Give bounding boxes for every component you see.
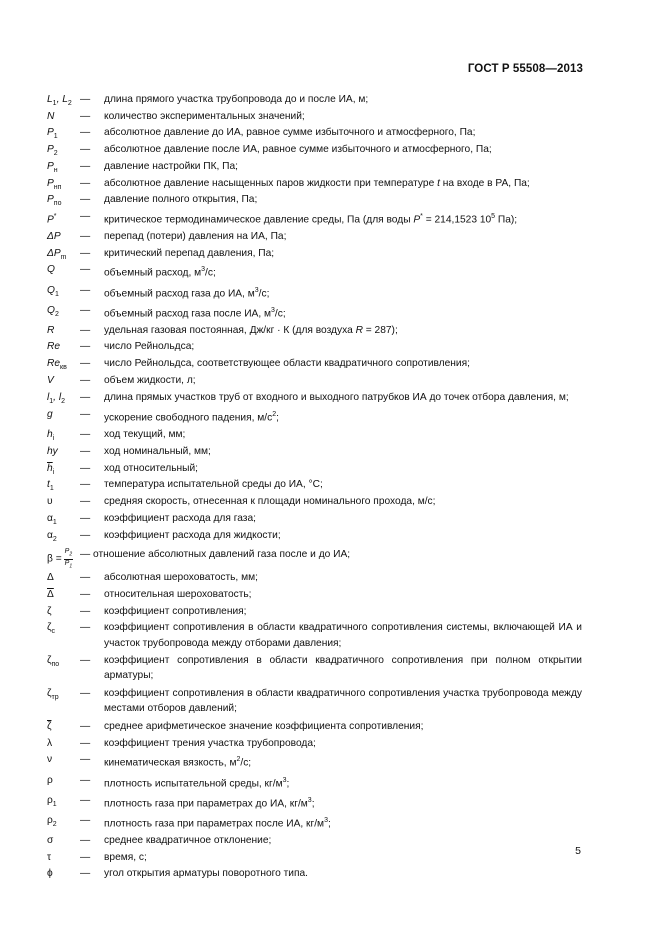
description: объемный расход газа после ИА, $м^3/с$;: [104, 306, 286, 319]
symbol: R: [47, 324, 55, 336]
dash: —: [80, 688, 91, 700]
description: угол открытия арматуры поворотного типа.: [104, 868, 308, 880]
dash: —: [80, 264, 91, 276]
dash: —: [80, 655, 91, 667]
list-item: [0, 339, 661, 354]
description: давление полного открытия, Па;: [104, 194, 258, 206]
dash: —: [80, 462, 91, 474]
list-item: [0, 620, 661, 650]
symbol: $t_1$: [47, 479, 54, 493]
fraction-denominator: $P_1$: [64, 559, 73, 570]
symbol: $P_2$: [47, 144, 58, 158]
description: абсолютная шероховатость, мм;: [104, 572, 258, 584]
description: объемный расход газа до ИА, $м^3/с$;: [104, 286, 270, 299]
dash: —: [80, 851, 91, 863]
dash: —: [80, 231, 91, 243]
description: плотность газа при параметрах после ИА, $кг/м^3$;: [104, 816, 331, 830]
list-item: [0, 92, 661, 107]
dash: —: [80, 177, 91, 189]
list-item: [0, 773, 661, 792]
symbol: λ: [47, 737, 53, 749]
symbol: σ: [47, 834, 54, 846]
description: абсолютное давление насыщенных паров жидкости при температуре t на входе в РА, Па;: [104, 177, 530, 189]
dash: —: [80, 774, 91, 786]
dash: —: [80, 160, 91, 172]
description: коэффициент трения участка трубопровода;: [104, 737, 316, 749]
list-item: [0, 813, 661, 832]
symbol: $Re_{кв}$: [47, 358, 67, 372]
description: коэффициент сопротивления в области квадратичного сопротивления системы, включающей ИА и участок трубопровода между отборами давления;: [104, 622, 582, 649]
symbol: ΔP: [47, 231, 61, 243]
symbol: $\overline{\zeta}$: [47, 721, 52, 733]
description: ход относительный;: [104, 462, 198, 474]
dash: —: [80, 496, 91, 508]
description: ускорение свободного падения, $м/с^2$;: [104, 411, 279, 424]
list-item: [0, 262, 661, 281]
list-item: [0, 209, 661, 228]
description: абсолютное давление после ИА, равное сумме избыточного и атмосферного, Па;: [104, 144, 492, 156]
description: — отношение абсолютных давлений газа после и до ИА;: [80, 549, 351, 561]
description: ход номинальный, мм;: [104, 446, 211, 458]
dash: —: [80, 284, 91, 296]
symbol: Δ: [47, 572, 54, 584]
dash: —: [80, 194, 91, 206]
dash: —: [80, 814, 91, 826]
symbols-list: [0, 92, 661, 883]
symbol: $P_1$: [47, 127, 58, 141]
list-item: [0, 511, 661, 526]
symbol: ν: [47, 754, 53, 766]
symbol: g: [47, 409, 53, 421]
dash: —: [80, 794, 91, 806]
list-item: [0, 528, 661, 543]
list-item: [0, 229, 661, 244]
document-header: ГОСТ Р 55508—2013: [467, 63, 583, 75]
dash: —: [80, 572, 91, 584]
dash: —: [80, 210, 91, 222]
dash: —: [80, 144, 91, 156]
symbol: $\zeta_{по}$: [47, 655, 60, 669]
dash: —: [80, 409, 91, 421]
list-item: [0, 570, 661, 585]
symbol: $\zeta_c$: [47, 622, 55, 636]
symbol: Re: [47, 341, 61, 353]
list-item: [0, 444, 661, 459]
list-item: [0, 752, 661, 771]
description: объем жидкости, л;: [104, 374, 196, 386]
symbol: $h_i$: [47, 429, 55, 443]
description: относительная шероховатость;: [104, 588, 252, 600]
description: коэффициент расхода для жидкости;: [104, 529, 281, 541]
dash: —: [80, 324, 91, 336]
description: ход текущий, мм;: [104, 429, 186, 441]
description: коэффициент сопротивления;: [104, 605, 247, 617]
list-item: [0, 461, 661, 476]
list-item: [0, 427, 661, 442]
dash: —: [80, 94, 91, 105]
list-item: [0, 373, 661, 388]
symbol: υ: [47, 496, 53, 508]
description: коэффициент сопротивления в области квадратичного сопротивления участка трубопровода между местами отборов давлений;: [104, 688, 582, 715]
description: давление настройки ПК, Па;: [104, 160, 238, 172]
list-item: [0, 719, 661, 734]
list-item: [0, 390, 661, 405]
dash: —: [80, 754, 91, 766]
dash: —: [80, 429, 91, 441]
symbol: $\zeta_{тр}$: [47, 688, 59, 702]
symbol: τ: [47, 851, 52, 863]
list-item: [0, 109, 661, 124]
description: абсолютное давление до ИА, равное сумме избыточного и атмосферного, Па;: [104, 127, 476, 139]
beta-definition: [0, 544, 661, 568]
list-item: [0, 850, 661, 865]
symbol: V: [47, 374, 54, 386]
dash: —: [80, 868, 91, 880]
description: длина прямых участков труб от входного и выходного патрубков ИА до точек отбора давления, м;: [104, 391, 569, 403]
list-item: [0, 686, 661, 716]
list-item: [0, 833, 661, 848]
description: число Рейнольдса, соответствующее области квадратичного сопротивления;: [104, 358, 470, 370]
dash: —: [80, 479, 91, 491]
description: среднее квадратичное отклонение;: [104, 834, 272, 846]
list-item: [0, 653, 661, 683]
symbol: $P_н$: [47, 160, 58, 174]
dash: —: [80, 588, 91, 600]
description: плотность газа при параметрах до ИА, $кг/м^3$;: [104, 796, 315, 810]
symbol: N: [47, 110, 55, 122]
description: температура испытательной среды до ИА, °С;: [104, 479, 323, 491]
symbol: $\overline{h}_i$: [47, 462, 55, 476]
dash: —: [80, 512, 91, 524]
list-item: [0, 356, 661, 371]
list-item: [0, 176, 661, 191]
list-item: [0, 283, 661, 302]
list-item: [0, 142, 661, 157]
symbol: ρ: [47, 774, 53, 786]
fraction-numerator: $P_2$: [64, 548, 73, 558]
list-item: [0, 246, 661, 261]
symbol: $\rho_2$: [47, 814, 57, 828]
dash: —: [80, 110, 91, 122]
dash: —: [80, 374, 91, 386]
dash: —: [80, 358, 91, 370]
description: удельная газовая постоянная, Дж/кг · К (для воздуха R = 287);: [104, 324, 398, 336]
symbol: $L_1$, $L_2$: [47, 94, 72, 108]
dash: —: [80, 304, 91, 316]
list-item: [0, 793, 661, 812]
dash: —: [80, 737, 91, 749]
description: длина прямого участка трубопровода до и после ИА, м;: [104, 94, 369, 105]
list-item: [0, 587, 661, 602]
description: среднее арифметическое значение коэффициента сопротивления;: [104, 721, 424, 733]
dash: —: [80, 391, 91, 403]
description: число Рейнольдса;: [104, 341, 195, 353]
list-item: [0, 323, 661, 338]
description: объемный расход, $м^3/с$;: [104, 266, 216, 279]
description: кинематическая вязкость, $м^2/с$;: [104, 756, 252, 769]
symbol: ϕ: [47, 868, 53, 880]
symbol: $\rho_1$: [47, 794, 57, 808]
list-item: [0, 736, 661, 751]
description: плотность испытательной среды, $кг/м^3$;: [104, 776, 290, 789]
beta-formula: β = $\frac{P_2}{P_1}$: [47, 548, 73, 570]
symbol: $\alpha_1$: [47, 512, 57, 526]
symbol: $Q_2$: [47, 304, 59, 318]
symbol: $\alpha_2$: [47, 529, 57, 543]
dash: —: [80, 446, 91, 458]
list-item: [0, 604, 661, 619]
page-number: 5: [575, 845, 581, 857]
description: средняя скорость, отнесенная к площади номинального прохода, м/с;: [104, 496, 436, 508]
symbol: $l_1$, $l_2$: [47, 391, 66, 405]
description: коэффициент сопротивления в области квадратичного сопротивления при полном открытии арматуры;: [104, 655, 582, 682]
description: критическое термодинамическое давление среды, Па (для воды P* = 214,1523 $10^5$ Па);: [104, 212, 518, 226]
list-item: [0, 159, 661, 174]
list-item: [0, 125, 661, 140]
symbol: hy: [47, 446, 58, 458]
dash: —: [80, 721, 91, 733]
dash: —: [80, 834, 91, 846]
description: количество экспериментальных значений;: [104, 110, 305, 122]
list-item: [0, 494, 661, 509]
dash: —: [80, 605, 91, 617]
dash: —: [80, 622, 91, 634]
list-item: [0, 303, 661, 322]
list-item: [0, 477, 661, 492]
dash: —: [80, 247, 91, 259]
symbol: $P_{по}$: [47, 194, 62, 208]
symbol: $\overline{\Delta}$: [47, 588, 54, 600]
list-item: [0, 866, 661, 881]
description: время, с;: [104, 851, 147, 863]
symbol: $P_{нп}$: [47, 177, 62, 191]
dash: —: [80, 127, 91, 139]
description: перепад (потери) давления на ИА, Па;: [104, 231, 287, 243]
list-item: [0, 192, 661, 207]
dash: —: [80, 341, 91, 353]
symbol: $\Delta P_m$: [47, 247, 67, 261]
description: коэффициент расхода для газа;: [104, 512, 256, 524]
symbol: $Q_1$: [47, 284, 59, 298]
dash: —: [80, 529, 91, 541]
symbol: P*: [47, 212, 57, 226]
list-item: [0, 407, 661, 426]
symbol: Q: [47, 264, 55, 276]
symbol: ζ: [47, 605, 52, 617]
description: критический перепад давления, Па;: [104, 247, 275, 259]
